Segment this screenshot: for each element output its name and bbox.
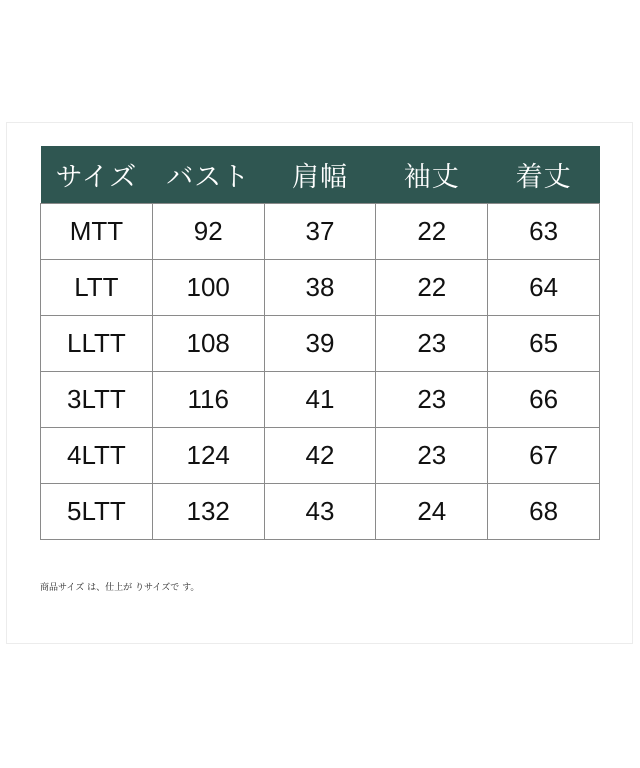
size-table-body — [41, 204, 600, 540]
cell-size: LLTT — [41, 316, 153, 372]
cell-bust: 92 — [152, 204, 264, 260]
cell-shoulder-width: 43 — [264, 484, 376, 540]
header-sleeve-length: 袖丈 — [376, 146, 488, 204]
cell-size: 3LTT — [41, 372, 153, 428]
cell-shoulder-width: 41 — [264, 372, 376, 428]
cell-bust: 116 — [152, 372, 264, 428]
cell-body-length: 63 — [488, 204, 600, 260]
size-note: 商品サイズ は、仕上が りサイズで す。 — [40, 583, 200, 593]
cell-body-length: 68 — [488, 484, 600, 540]
cell-body-length: 64 — [488, 260, 600, 316]
cell-size: LTT — [41, 260, 153, 316]
cell-sleeve-length: 24 — [376, 484, 488, 540]
cell-bust: 124 — [152, 428, 264, 484]
cell-body-length: 67 — [488, 428, 600, 484]
cell-size: 4LTT — [41, 428, 153, 484]
cell-bust: 108 — [152, 316, 264, 372]
cell-shoulder-width: 38 — [264, 260, 376, 316]
table-row — [41, 260, 600, 316]
table-row — [41, 484, 600, 540]
cell-size: MTT — [41, 204, 153, 260]
header-body-length: 着丈 — [488, 146, 600, 204]
header-row — [41, 146, 600, 204]
table-row — [41, 372, 600, 428]
cell-bust: 132 — [152, 484, 264, 540]
cell-sleeve-length: 22 — [376, 204, 488, 260]
table-row — [41, 316, 600, 372]
table-row — [41, 204, 600, 260]
cell-shoulder-width: 39 — [264, 316, 376, 372]
table-row — [41, 428, 600, 484]
size-table-header — [41, 146, 600, 204]
cell-sleeve-length: 23 — [376, 428, 488, 484]
header-shoulder-width: 肩幅 — [264, 146, 376, 204]
cell-shoulder-width: 37 — [264, 204, 376, 260]
cell-body-length: 65 — [488, 316, 600, 372]
header-size: サイズ — [41, 146, 153, 204]
cell-sleeve-length: 23 — [376, 372, 488, 428]
cell-shoulder-width: 42 — [264, 428, 376, 484]
cell-size: 5LTT — [41, 484, 153, 540]
cell-sleeve-length: 23 — [376, 316, 488, 372]
header-bust: バスト — [152, 146, 264, 204]
cell-bust: 100 — [152, 260, 264, 316]
cell-sleeve-length: 22 — [376, 260, 488, 316]
size-table — [40, 146, 600, 540]
cell-body-length: 66 — [488, 372, 600, 428]
